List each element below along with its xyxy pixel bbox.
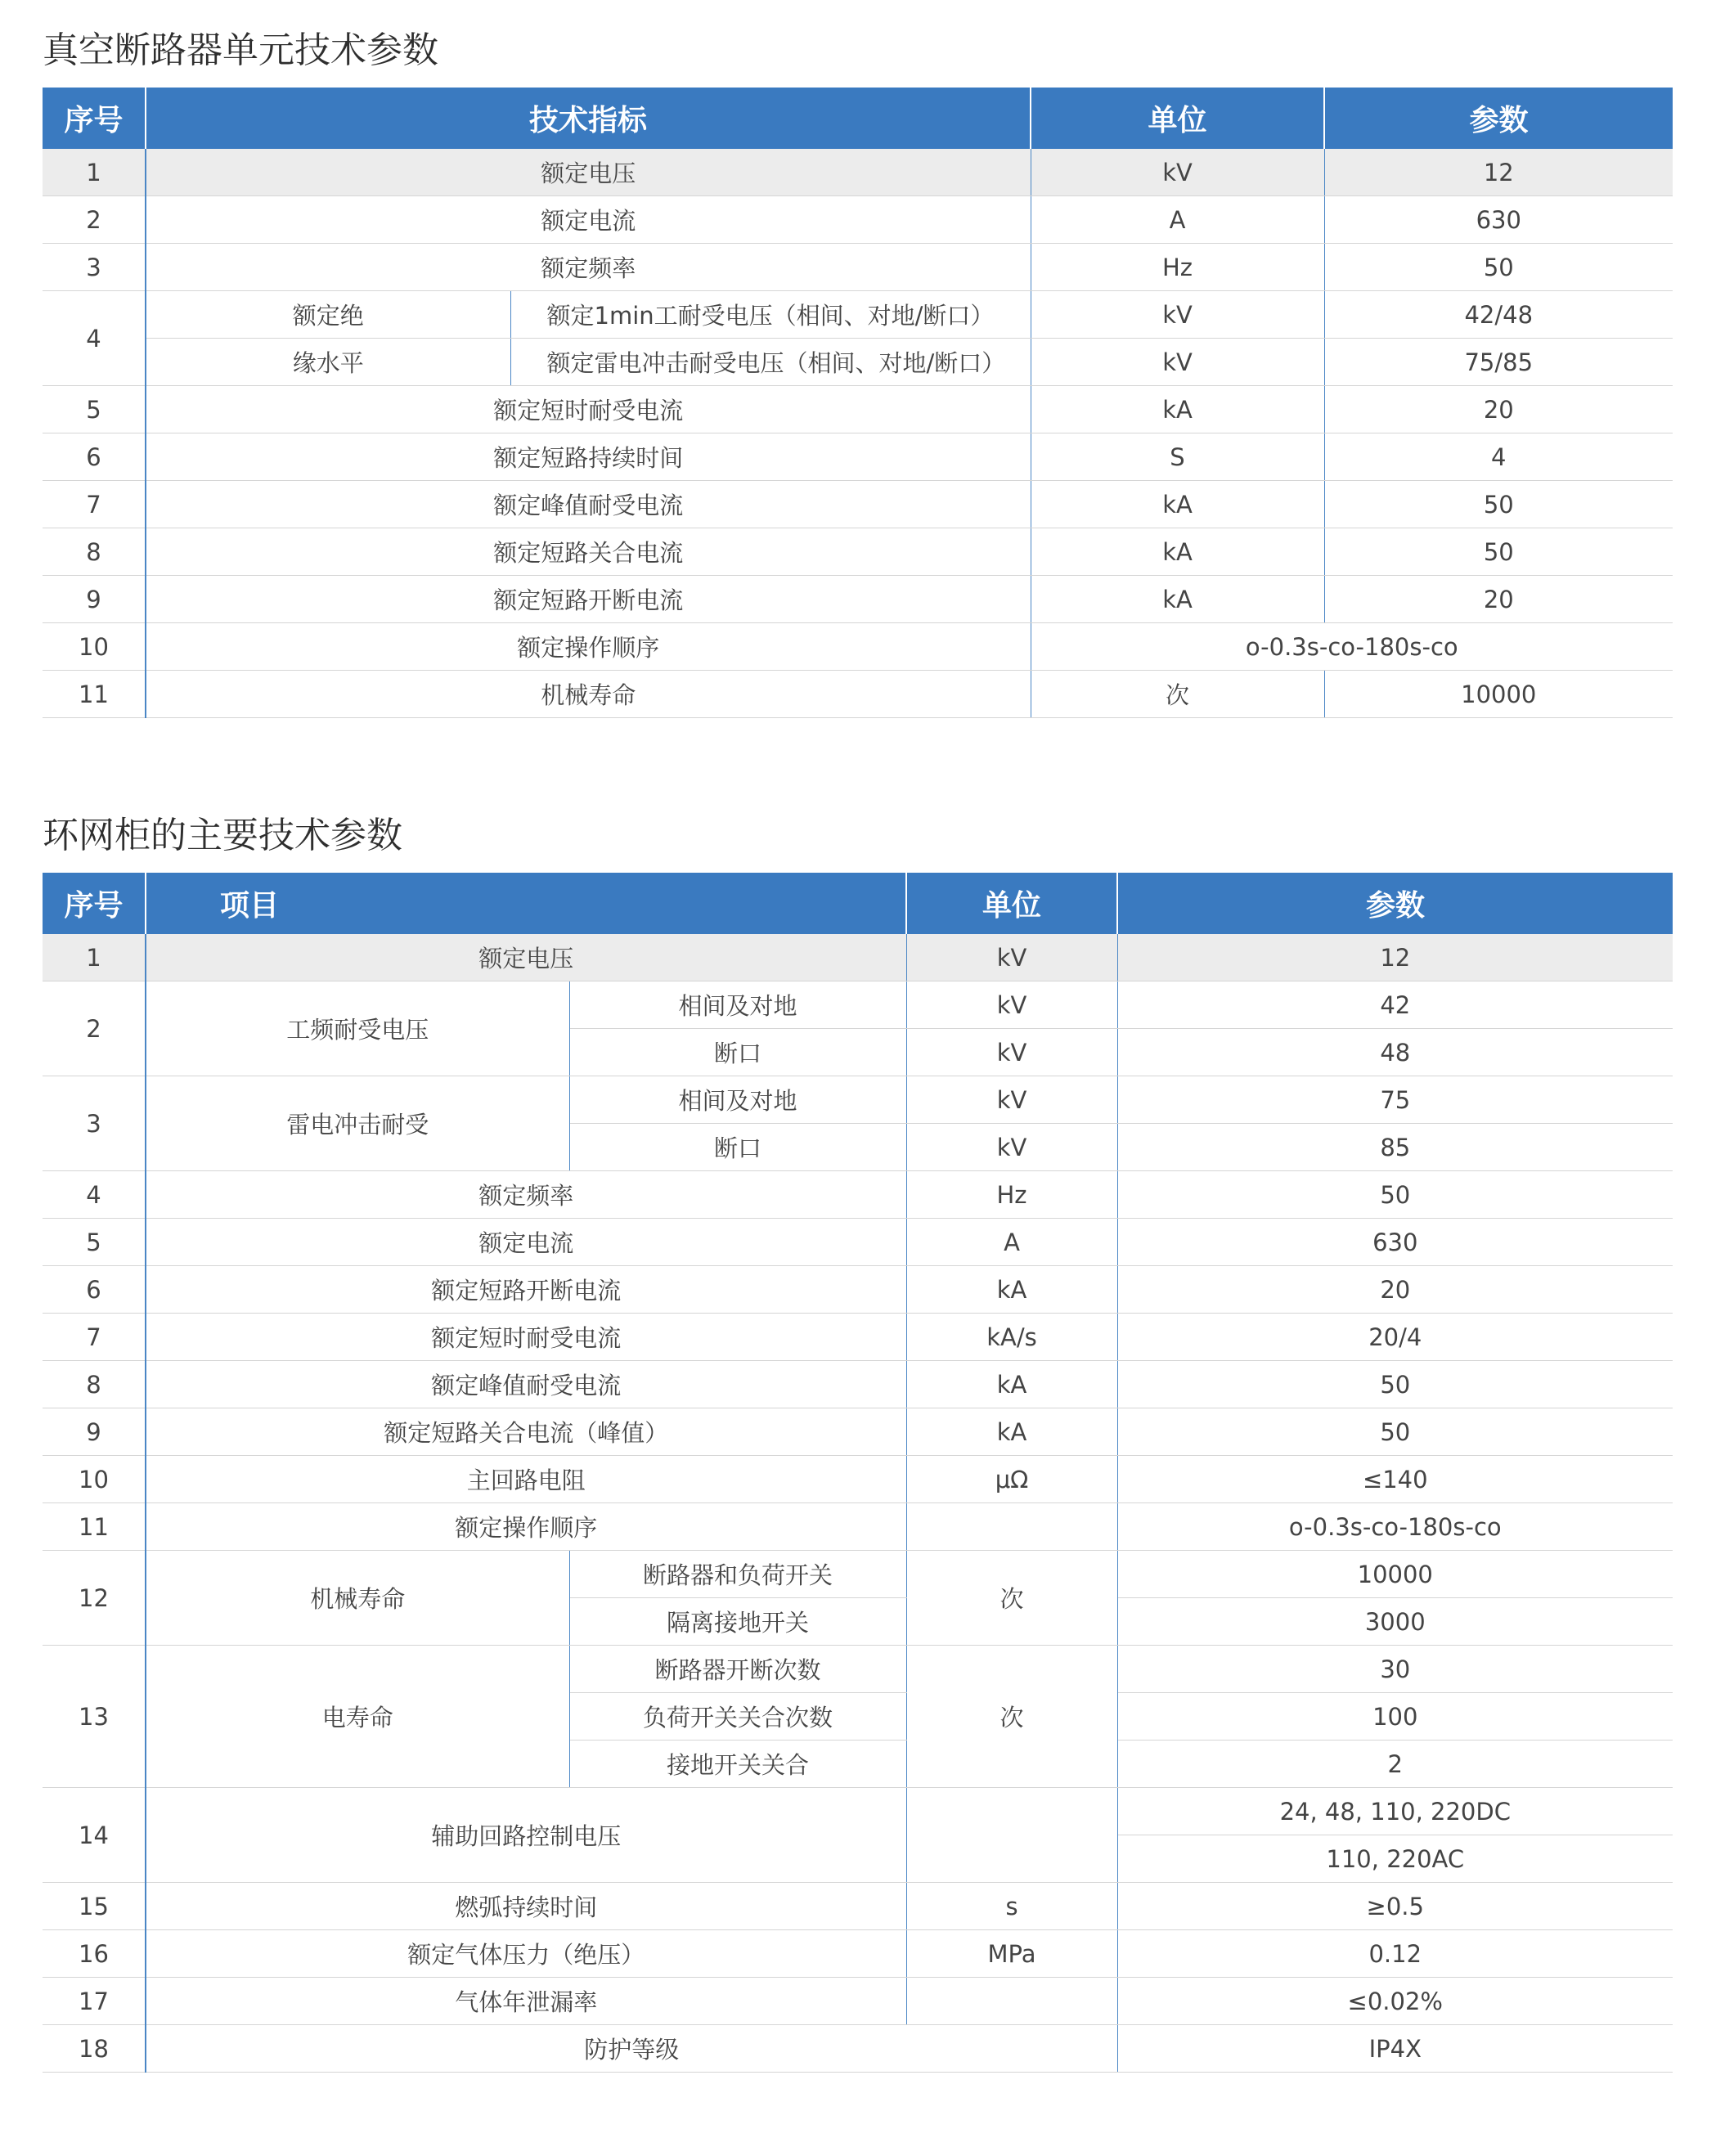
table-row [43,1219,1673,1266]
row-value: 50 [1117,1361,1673,1408]
row-item: 机械寿命 [146,671,1031,718]
table-row [43,1076,1673,1124]
row-unit: kA [906,1408,1117,1456]
row-value: 4 [1324,433,1673,481]
row-idx: 3 [43,1076,146,1171]
row-unit: 次 [906,1646,1117,1788]
table-row [43,196,1673,244]
row-value: 100 [1117,1693,1673,1741]
table-row [43,671,1673,718]
row-unit: kV [1031,149,1324,196]
row-idx: 16 [43,1930,146,1978]
table-row [43,481,1673,528]
table-row [43,2025,1673,2073]
row-idx: 6 [43,433,146,481]
row-value: 12 [1117,934,1673,981]
row-unit: kA/s [906,1314,1117,1361]
row-idx: 2 [43,196,146,244]
table-row [43,576,1673,623]
row-idx: 6 [43,1266,146,1314]
row-subitem: 接地开关关合 [569,1741,906,1788]
row-value: 50 [1117,1171,1673,1219]
row-subitem: 隔离接地开关 [569,1598,906,1646]
table2-title: 环网柜的主要技术参数 [43,815,402,856]
table-row [43,386,1673,433]
table-row [43,1788,1673,1835]
row-idx: 5 [43,386,146,433]
row-value: IP4X [1117,2025,1673,2073]
row-unit [906,1978,1117,2025]
table-row [43,1930,1673,1978]
row-value: 2 [1117,1741,1673,1788]
row-value: 85 [1117,1124,1673,1171]
row-unit [906,1503,1117,1551]
row-unit: kV [906,934,1117,981]
row-unit: s [906,1883,1117,1930]
row-value: 30 [1117,1646,1673,1693]
row-value: 48 [1117,1029,1673,1076]
row-value: 12 [1324,149,1673,196]
row-value: o-0.3s-co-180s-co [1031,623,1673,671]
table-row [43,1646,1673,1693]
row-idx: 3 [43,244,146,291]
row-unit: MPa [906,1930,1117,1978]
breaker-spec-table [43,88,1673,718]
row-idx: 4 [43,1171,146,1219]
row-value: 75/85 [1324,339,1673,386]
row-idx: 1 [43,934,146,981]
row-value: 42 [1117,981,1673,1029]
table-row [43,1503,1673,1551]
row-idx: 8 [43,1361,146,1408]
row-item: 气体年泄漏率 [146,1978,906,2025]
row-item: 额定电流 [146,196,1031,244]
table-row [43,1883,1673,1930]
row-item: 额定峰值耐受电流 [146,481,1031,528]
row-item: 额定短路关合电流 [146,528,1031,576]
row-unit: Hz [1031,244,1324,291]
table-row [43,291,1673,339]
table-row [43,1361,1673,1408]
row-value: o-0.3s-co-180s-co [1117,1503,1673,1551]
row-item: 额定频率 [146,1171,906,1219]
row-subitem: 相间及对地 [569,981,906,1029]
row-subitem: 断口 [569,1029,906,1076]
row-item: 额定峰值耐受电流 [146,1361,906,1408]
row-value: 50 [1117,1408,1673,1456]
row-idx: 8 [43,528,146,576]
row-unit: kV [1031,339,1324,386]
row-value: 50 [1324,244,1673,291]
table1-title: 真空断路器单元技术参数 [43,29,438,71]
row-idx: 10 [43,1456,146,1503]
row-item: 主回路电阻 [146,1456,906,1503]
row-idx: 11 [43,671,146,718]
row-value: 0.12 [1117,1930,1673,1978]
table-row [43,433,1673,481]
row-idx: 7 [43,1314,146,1361]
row-value: 3000 [1117,1598,1673,1646]
row-idx: 13 [43,1646,146,1788]
row-item: 额定短时耐受电流 [146,386,1031,433]
row-value: 75 [1117,1076,1673,1124]
col-header-value: 参数 [1117,873,1673,934]
row-unit: kA [906,1266,1117,1314]
table-row [43,528,1673,576]
row-subitem: 断路器和负荷开关 [569,1551,906,1598]
row-subitem: 额定1min工耐受电压（相间、对地/断口） [510,291,1031,339]
row-unit: kA [1031,481,1324,528]
row-subitem: 相间及对地 [569,1076,906,1124]
table-row [43,1266,1673,1314]
row-unit: μΩ [906,1456,1117,1503]
row-value: 20 [1117,1266,1673,1314]
row-subitem: 负荷开关关合次数 [569,1693,906,1741]
row-idx: 7 [43,481,146,528]
col-header-item: 项目 [146,873,906,934]
table-row [43,1551,1673,1598]
row-item: 防护等级 [146,2025,1117,2073]
table-row [43,1978,1673,2025]
row-item: 额定短时耐受电流 [146,1314,906,1361]
col-header-idx: 序号 [43,88,146,149]
row-unit: 次 [1031,671,1324,718]
row-item: 额定操作顺序 [146,623,1031,671]
row-value: 50 [1324,481,1673,528]
row-unit [906,1788,1117,1883]
row-idx: 1 [43,149,146,196]
table-header-row [43,873,1673,934]
row-idx: 4 [43,291,146,386]
row-item: 电寿命 [146,1646,569,1788]
table-row [43,1171,1673,1219]
row-item: 辅助回路控制电压 [146,1788,906,1883]
table-row [43,981,1673,1029]
row-unit: kV [906,1076,1117,1124]
row-unit: S [1031,433,1324,481]
table-row [43,1456,1673,1503]
row-value: 10000 [1117,1551,1673,1598]
col-header-value: 参数 [1324,88,1673,149]
row-idx: 11 [43,1503,146,1551]
row-unit: kA [1031,386,1324,433]
table-row [43,149,1673,196]
row-unit: kV [1031,291,1324,339]
row-item: 额定操作顺序 [146,1503,906,1551]
row-item: 额定短路开断电流 [146,1266,906,1314]
row-idx: 2 [43,981,146,1076]
row-item: 额定电压 [146,934,906,981]
col-header-unit: 单位 [1031,88,1324,149]
row-value: 110, 220AC [1117,1835,1673,1883]
row-unit: 次 [906,1551,1117,1646]
row-value: ≥0.5 [1117,1883,1673,1930]
row-item: 额定短路开断电流 [146,576,1031,623]
row-idx: 10 [43,623,146,671]
col-header-idx: 序号 [43,873,146,934]
row-idx: 12 [43,1551,146,1646]
row-value: 10000 [1324,671,1673,718]
row-value: 630 [1324,196,1673,244]
row-value: ≤140 [1117,1456,1673,1503]
row-value: 50 [1324,528,1673,576]
row-unit: A [1031,196,1324,244]
row-item: 额定短路持续时间 [146,433,1031,481]
row-unit: kV [906,1124,1117,1171]
row-item: 额定气体压力（绝压） [146,1930,906,1978]
row-unit: A [906,1219,1117,1266]
row-item: 燃弧持续时间 [146,1883,906,1930]
row-subitem: 断路器开断次数 [569,1646,906,1693]
row-value: 24, 48, 110, 220DC [1117,1788,1673,1835]
row-idx: 9 [43,1408,146,1456]
row-idx: 15 [43,1883,146,1930]
row-unit: kV [906,981,1117,1029]
row-item: 额定频率 [146,244,1031,291]
row-unit: kA [906,1361,1117,1408]
ring-main-unit-spec-table [43,873,1673,2073]
row-item: 缘水平 [146,339,510,386]
row-idx: 9 [43,576,146,623]
row-value: 20 [1324,386,1673,433]
row-unit: Hz [906,1171,1117,1219]
table-row [43,339,1673,386]
row-value: 20/4 [1117,1314,1673,1361]
table-header-row [43,88,1673,149]
row-value: ≤0.02% [1117,1978,1673,2025]
table-row [43,623,1673,671]
row-item: 雷电冲击耐受 [146,1076,569,1171]
col-header-item: 技术指标 [146,88,1031,149]
row-unit: kA [1031,528,1324,576]
row-value: 42/48 [1324,291,1673,339]
row-item: 额定绝 [146,291,510,339]
row-subitem: 断口 [569,1124,906,1171]
row-idx: 5 [43,1219,146,1266]
row-item: 额定电压 [146,149,1031,196]
row-idx: 14 [43,1788,146,1883]
row-subitem: 额定雷电冲击耐受电压（相间、对地/断口） [510,339,1031,386]
row-value: 630 [1117,1219,1673,1266]
row-idx: 18 [43,2025,146,2073]
row-item: 机械寿命 [146,1551,569,1646]
row-item: 工频耐受电压 [146,981,569,1076]
table-row [43,934,1673,981]
table-row [43,1408,1673,1456]
col-header-unit: 单位 [906,873,1117,934]
row-unit: kA [1031,576,1324,623]
table-row [43,1314,1673,1361]
row-item: 额定电流 [146,1219,906,1266]
row-unit: kV [906,1029,1117,1076]
row-item: 额定短路关合电流（峰值） [146,1408,906,1456]
row-value: 20 [1324,576,1673,623]
row-idx: 17 [43,1978,146,2025]
table-row [43,244,1673,291]
